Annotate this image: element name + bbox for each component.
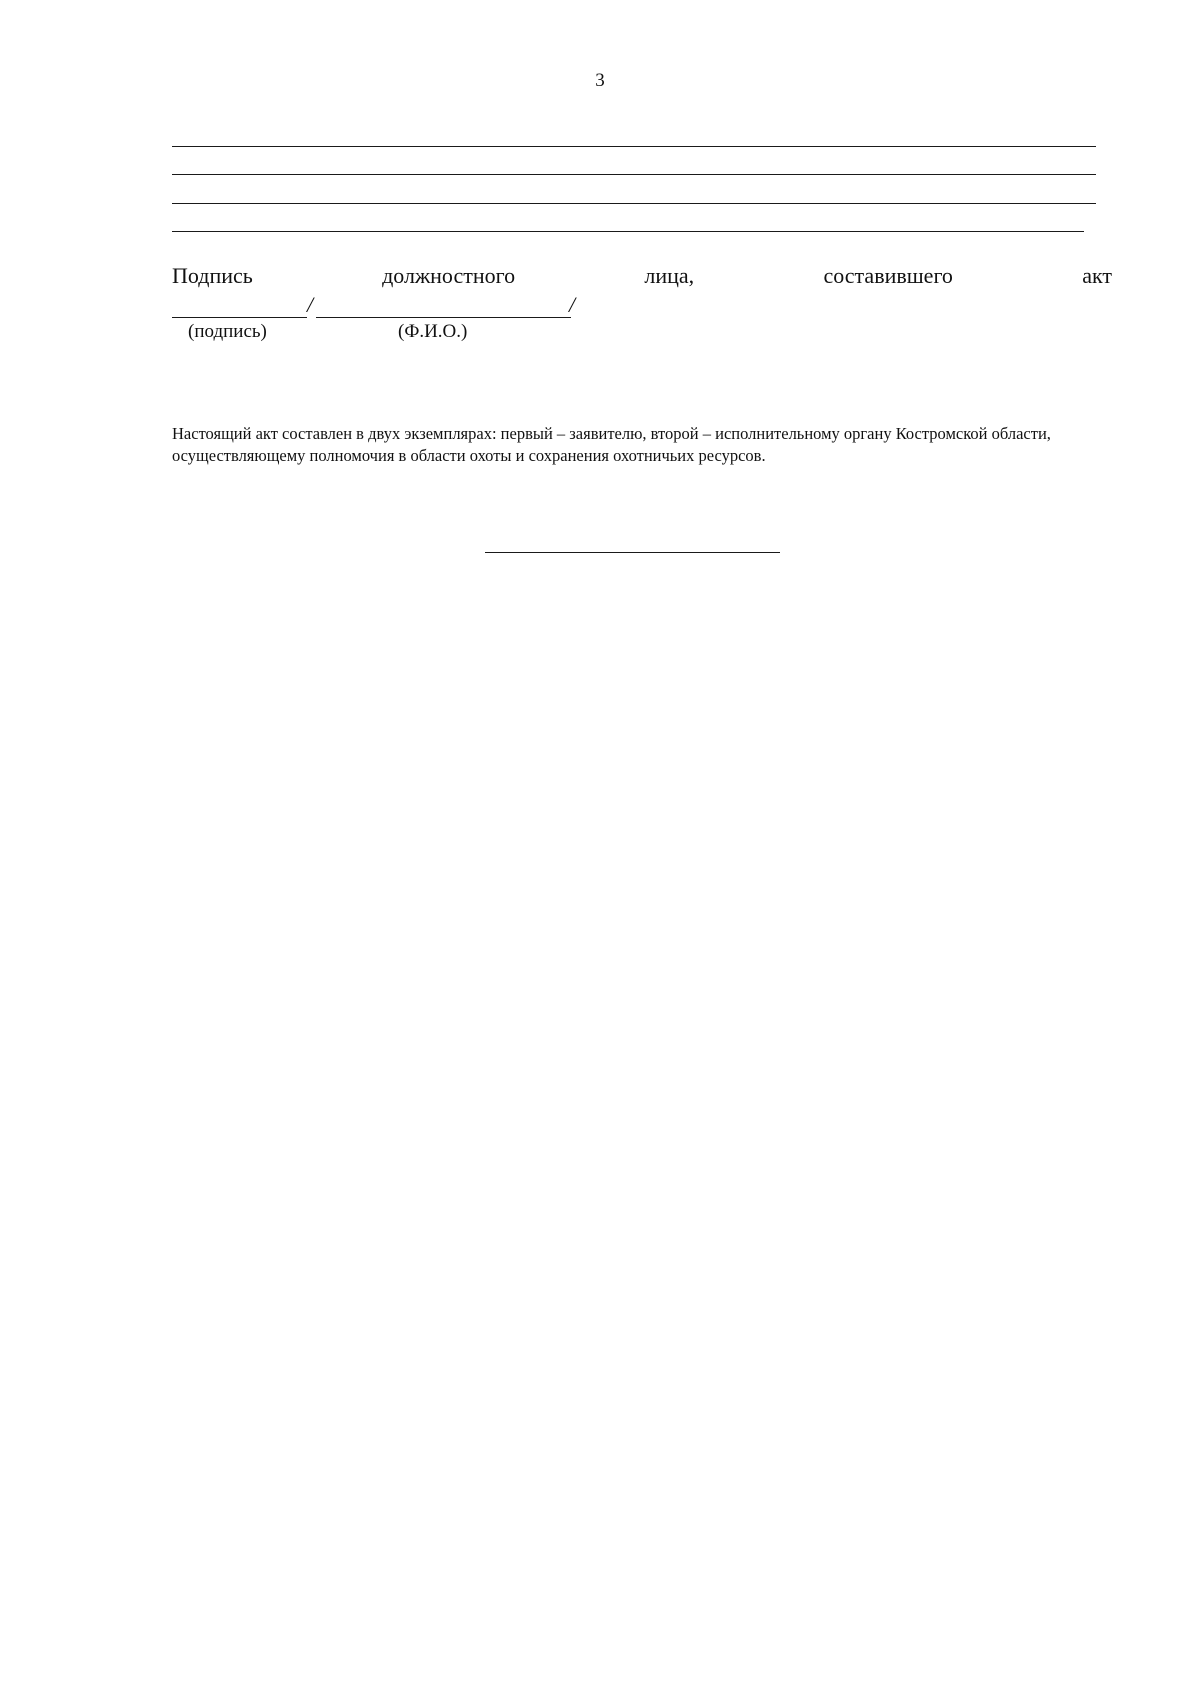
fill-in-line-3 (172, 203, 1096, 204)
copies-note: Настоящий акт составлен в двух экземплярах: первый – заявителю, второй – исполнительному органу Костромской области, осуществляющему полномочия в области охоты и сохранения охотничьих ресурсов. (172, 424, 1051, 465)
full-name-sub-label: (Ф.И.О.) (398, 321, 468, 342)
signature-caption-word: акт (1082, 263, 1112, 288)
fill-in-line-1 (172, 146, 1096, 147)
fill-in-line-2 (172, 174, 1096, 175)
full-name-separator: / (569, 292, 576, 317)
signature-separator: / (307, 292, 314, 317)
page-number: 3 (595, 70, 605, 91)
signature-caption-word: лица, (644, 263, 695, 288)
full-name-field[interactable] (316, 295, 571, 318)
end-of-document-line (485, 552, 780, 553)
signature-caption-word: Подпись (172, 263, 253, 288)
signature-field[interactable] (172, 295, 307, 318)
signature-caption (172, 263, 1112, 289)
signature-caption-word: должностного (382, 263, 516, 288)
signature-sub-label: (подпись) (188, 321, 267, 342)
fill-in-line-4 (172, 231, 1084, 232)
signature-caption-word: составившего (823, 263, 953, 288)
